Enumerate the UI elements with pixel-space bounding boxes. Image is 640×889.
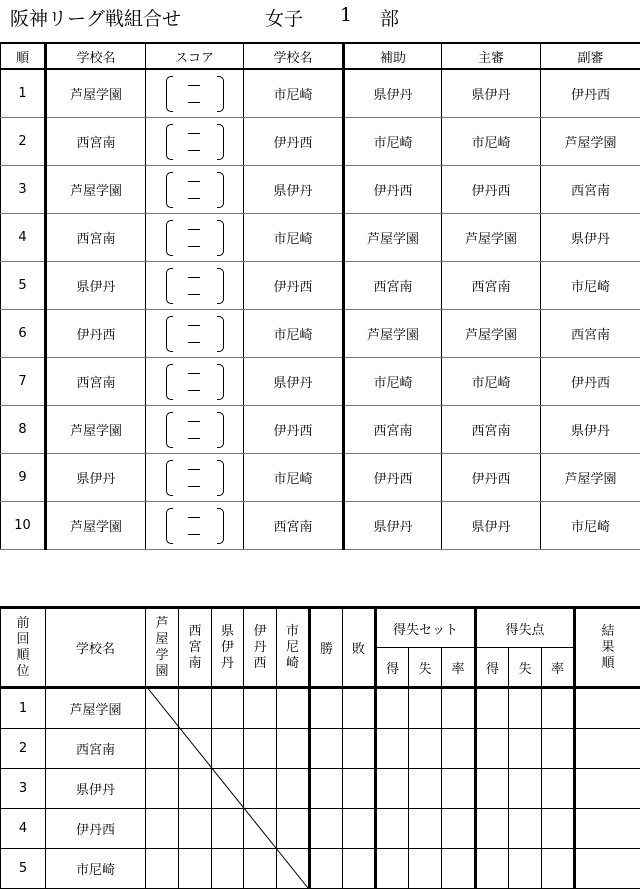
- match-result-cell[interactable]: [179, 729, 212, 769]
- right-bracket: [217, 172, 224, 208]
- assist-team: 市尼崎: [344, 118, 442, 166]
- score-dash-top: [188, 325, 200, 326]
- header-order: 順: [1, 43, 46, 69]
- school-name: 西宮南: [46, 729, 146, 769]
- sets-gain-cell[interactable]: [376, 769, 409, 809]
- score-dash-top: [188, 421, 200, 422]
- match-result-cell[interactable]: [277, 849, 310, 889]
- team-a: 西宮南: [46, 358, 146, 406]
- score-dash-bottom: [188, 294, 200, 295]
- score-box: [166, 458, 224, 498]
- header-set-diff: 得失セット: [376, 608, 476, 648]
- right-bracket: [217, 412, 224, 448]
- sub-umpire-team: 芦屋学園: [541, 118, 640, 166]
- score-box: [166, 506, 224, 546]
- score-dash-bottom: [188, 198, 200, 199]
- losses-cell[interactable]: [343, 688, 376, 729]
- left-bracket: [166, 76, 173, 112]
- sets-gain-cell[interactable]: [376, 809, 409, 849]
- points-lost-cell[interactable]: [509, 688, 542, 729]
- right-bracket: [217, 316, 224, 352]
- points-rate-cell[interactable]: [542, 769, 575, 809]
- losses-cell[interactable]: [343, 849, 376, 889]
- header-points-gain: 得: [476, 648, 509, 688]
- team-b: 伊丹西: [244, 118, 344, 166]
- match-order: 4: [1, 214, 46, 262]
- points-rate-cell[interactable]: [542, 849, 575, 889]
- team-b: 伊丹西: [244, 406, 344, 454]
- sets-lost-cell[interactable]: [409, 849, 442, 889]
- header-points-lost: 失: [509, 648, 542, 688]
- result-rank-cell[interactable]: [575, 769, 640, 809]
- left-bracket: [166, 172, 173, 208]
- score-dash-top: [188, 517, 200, 518]
- header-team-itaminishi-2: 丹: [244, 640, 276, 656]
- header-team-ashiya: [146, 608, 179, 688]
- prev-rank: 4: [1, 809, 46, 849]
- left-bracket: [166, 316, 173, 352]
- points-lost-cell[interactable]: [509, 729, 542, 769]
- score-box: [166, 218, 224, 258]
- title-division-suffix: 部: [380, 4, 399, 31]
- header-team-ichiamagasaki: [277, 608, 310, 688]
- match-result-cell[interactable]: [244, 729, 277, 769]
- header-team-itaminishi-3: 西: [244, 656, 276, 672]
- match-result-cell[interactable]: [146, 849, 179, 889]
- score-box: [166, 410, 224, 450]
- schedule-row: [1, 502, 640, 550]
- schedule-row: [1, 262, 640, 310]
- score-dash-bottom: [188, 246, 200, 247]
- match-order: 3: [1, 166, 46, 214]
- header-prev-rank-1: 前: [1, 616, 45, 632]
- header-result-rank-3: 順: [576, 656, 640, 672]
- prev-rank: 5: [1, 849, 46, 889]
- sets-lost-cell[interactable]: [409, 688, 442, 729]
- umpire-team: 伊丹西: [442, 166, 541, 214]
- sub-umpire-team: 伊丹西: [541, 69, 640, 118]
- umpire-team: 市尼崎: [442, 358, 541, 406]
- match-result-cell[interactable]: [212, 769, 244, 809]
- sub-umpire-team: 県伊丹: [541, 406, 640, 454]
- score-box: [166, 122, 224, 162]
- score-cell: [146, 310, 244, 358]
- match-order: 1: [1, 69, 46, 118]
- umpire-team: 芦屋学園: [442, 214, 541, 262]
- team-b: 市尼崎: [244, 454, 344, 502]
- score-cell: [146, 454, 244, 502]
- header-sub-umpire: 副審: [541, 43, 640, 69]
- team-a: 芦屋学園: [46, 502, 146, 550]
- left-bracket: [166, 268, 173, 304]
- header-team-ichiamagasaki-2: 尼: [277, 640, 308, 656]
- header-team-kenitami: [212, 608, 244, 688]
- assist-team: 市尼崎: [344, 358, 442, 406]
- points-gain-cell[interactable]: [476, 809, 509, 849]
- standings-table: [0, 606, 640, 889]
- standings-row: [1, 769, 640, 809]
- schedule-row: [1, 214, 640, 262]
- points-gain-cell[interactable]: [476, 688, 509, 729]
- school-name: 芦屋学園: [46, 688, 146, 729]
- losses-cell[interactable]: [343, 769, 376, 809]
- score-dash-bottom: [188, 534, 200, 535]
- match-result-cell[interactable]: [244, 809, 277, 849]
- assist-team: 西宮南: [344, 262, 442, 310]
- sub-umpire-team: 芦屋学園: [541, 454, 640, 502]
- score-dash-top: [188, 85, 200, 86]
- title-gender: 女子: [265, 4, 303, 31]
- team-b: 県伊丹: [244, 166, 344, 214]
- schedule-row: [1, 118, 640, 166]
- match-result-cell[interactable]: [212, 729, 244, 769]
- losses-cell[interactable]: [343, 809, 376, 849]
- header-team-nishinomiya-1: 西: [179, 624, 211, 640]
- score-dash-top: [188, 229, 200, 230]
- header-team-ichiamagasaki-3: 崎: [277, 656, 308, 672]
- points-rate-cell[interactable]: [542, 809, 575, 849]
- standings-row: [1, 729, 640, 769]
- score-dash-bottom: [188, 486, 200, 487]
- umpire-team: 西宮南: [442, 262, 541, 310]
- team-b: 市尼崎: [244, 310, 344, 358]
- header-prev-rank-4: 位: [1, 664, 45, 680]
- match-result-cell[interactable]: [277, 769, 310, 809]
- header-team-itaminishi-1: 伊: [244, 624, 276, 640]
- right-bracket: [217, 268, 224, 304]
- team-a: 県伊丹: [46, 454, 146, 502]
- header-result-rank-2: 果: [576, 640, 640, 656]
- score-box: [166, 266, 224, 306]
- right-bracket: [217, 124, 224, 160]
- match-result-cell[interactable]: [244, 769, 277, 809]
- match-result-cell[interactable]: [179, 688, 212, 729]
- left-bracket: [166, 124, 173, 160]
- points-gain-cell[interactable]: [476, 769, 509, 809]
- header-team-nishinomiya-2: 宮: [179, 640, 211, 656]
- result-rank-cell[interactable]: [575, 688, 640, 729]
- match-result-cell[interactable]: [146, 809, 179, 849]
- score-cell: [146, 502, 244, 550]
- umpire-team: 県伊丹: [442, 69, 541, 118]
- match-result-cell[interactable]: [244, 849, 277, 889]
- assist-team: 県伊丹: [344, 69, 442, 118]
- match-result-cell[interactable]: [212, 809, 244, 849]
- wins-cell[interactable]: [310, 849, 343, 889]
- points-lost-cell[interactable]: [509, 849, 542, 889]
- sub-umpire-team: 市尼崎: [541, 262, 640, 310]
- score-dash-top: [188, 277, 200, 278]
- score-cell: [146, 166, 244, 214]
- umpire-team: 市尼崎: [442, 118, 541, 166]
- header-team-kenitami-2: 伊: [212, 640, 243, 656]
- wins-cell[interactable]: [310, 688, 343, 729]
- result-rank-cell[interactable]: [575, 729, 640, 769]
- school-name: 市尼崎: [46, 849, 146, 889]
- header-school: 学校名: [46, 608, 146, 688]
- score-dash-top: [188, 469, 200, 470]
- points-gain-cell[interactable]: [476, 849, 509, 889]
- schedule-row: [1, 310, 640, 358]
- title-division-number: 1: [340, 4, 352, 26]
- score-dash-top: [188, 133, 200, 134]
- score-cell: [146, 358, 244, 406]
- match-result-cell[interactable]: [179, 849, 212, 889]
- sets-rate-cell[interactable]: [442, 729, 476, 769]
- umpire-team: 県伊丹: [442, 502, 541, 550]
- score-dash-top: [188, 181, 200, 182]
- assist-team: 伊丹西: [344, 454, 442, 502]
- header-point-diff: 得失点: [476, 608, 575, 648]
- score-dash-bottom: [188, 342, 200, 343]
- standings-row: [1, 688, 640, 729]
- header-team-kenitami-3: 丹: [212, 656, 243, 672]
- header-result-rank: [575, 608, 640, 688]
- wins-cell[interactable]: [310, 769, 343, 809]
- sub-umpire-team: 市尼崎: [541, 502, 640, 550]
- team-a: 芦屋学園: [46, 406, 146, 454]
- header-prev-rank: [1, 608, 46, 688]
- header-prev-rank-2: 回: [1, 632, 45, 648]
- points-rate-cell[interactable]: [542, 729, 575, 769]
- sets-gain-cell[interactable]: [376, 849, 409, 889]
- match-result-cell[interactable]: [179, 809, 212, 849]
- match-order: 2: [1, 118, 46, 166]
- school-name: 県伊丹: [46, 769, 146, 809]
- header-team-itaminishi: [244, 608, 277, 688]
- header-team-nishinomiya-3: 南: [179, 656, 211, 672]
- prev-rank: 2: [1, 729, 46, 769]
- header-score: スコア: [146, 43, 244, 69]
- result-rank-cell[interactable]: [575, 809, 640, 849]
- score-dash-bottom: [188, 150, 200, 151]
- team-a: 伊丹西: [46, 310, 146, 358]
- match-order: 9: [1, 454, 46, 502]
- match-order: 5: [1, 262, 46, 310]
- title-league: 阪神リーグ戦組合せ: [10, 4, 181, 31]
- left-bracket: [166, 460, 173, 496]
- header-prev-rank-3: 順: [1, 648, 45, 664]
- left-bracket: [166, 364, 173, 400]
- header-team-ashiya-3: 学: [146, 648, 178, 664]
- losses-cell[interactable]: [343, 729, 376, 769]
- score-cell: [146, 214, 244, 262]
- result-rank-cell[interactable]: [575, 849, 640, 889]
- header-team-nishinomiya: [179, 608, 212, 688]
- umpire-team: 芦屋学園: [442, 310, 541, 358]
- score-cell: [146, 118, 244, 166]
- match-result-cell[interactable]: [277, 729, 310, 769]
- score-dash-bottom: [188, 438, 200, 439]
- header-points-rate: 率: [542, 648, 575, 688]
- score-dash-bottom: [188, 390, 200, 391]
- sets-rate-cell[interactable]: [442, 769, 476, 809]
- match-result-cell[interactable]: [146, 729, 179, 769]
- schedule-row: [1, 358, 640, 406]
- left-bracket: [166, 508, 173, 544]
- header-school-a: 学校名: [46, 43, 146, 69]
- match-result-cell[interactable]: [146, 769, 179, 809]
- team-b: 市尼崎: [244, 69, 344, 118]
- schedule-row: [1, 406, 640, 454]
- sets-gain-cell[interactable]: [376, 688, 409, 729]
- right-bracket: [217, 508, 224, 544]
- header-team-ashiya-2: 屋: [146, 632, 178, 648]
- header-school-b: 学校名: [244, 43, 344, 69]
- umpire-team: 伊丹西: [442, 454, 541, 502]
- left-bracket: [166, 220, 173, 256]
- sub-umpire-team: 西宮南: [541, 310, 640, 358]
- standings-row: [1, 809, 640, 849]
- score-box: [166, 170, 224, 210]
- wins-cell[interactable]: [310, 729, 343, 769]
- left-bracket: [166, 412, 173, 448]
- school-name: 伊丹西: [46, 809, 146, 849]
- header-result-rank-1: 結: [576, 624, 640, 640]
- schedule-row: [1, 454, 640, 502]
- schedule-row: [1, 166, 640, 214]
- sets-rate-cell[interactable]: [442, 809, 476, 849]
- assist-team: 西宮南: [344, 406, 442, 454]
- match-result-cell[interactable]: [277, 688, 310, 729]
- assist-team: 芦屋学園: [344, 310, 442, 358]
- score-cell: [146, 262, 244, 310]
- sub-umpire-team: 西宮南: [541, 166, 640, 214]
- prev-rank: 3: [1, 769, 46, 809]
- header-sets-lost: 失: [409, 648, 442, 688]
- schedule-header-row: [1, 43, 640, 69]
- points-lost-cell[interactable]: [509, 769, 542, 809]
- header-sets-gain: 得: [376, 648, 409, 688]
- sub-umpire-team: 伊丹西: [541, 358, 640, 406]
- score-box: [166, 314, 224, 354]
- header-team-kenitami-1: 県: [212, 624, 243, 640]
- score-dash-top: [188, 373, 200, 374]
- score-cell: [146, 406, 244, 454]
- sets-rate-cell[interactable]: [442, 688, 476, 729]
- team-a: 芦屋学園: [46, 166, 146, 214]
- header-team-ashiya-4: 園: [146, 664, 178, 680]
- sets-lost-cell[interactable]: [409, 809, 442, 849]
- team-a: 芦屋学園: [46, 69, 146, 118]
- team-b: 伊丹西: [244, 262, 344, 310]
- points-lost-cell[interactable]: [509, 809, 542, 849]
- header-assist: 補助: [344, 43, 442, 69]
- wins-cell[interactable]: [310, 809, 343, 849]
- match-order: 10: [1, 502, 46, 550]
- match-result-cell[interactable]: [277, 809, 310, 849]
- assist-team: 県伊丹: [344, 502, 442, 550]
- score-dash-bottom: [188, 102, 200, 103]
- header-sets-rate: 率: [442, 648, 476, 688]
- header-team-ashiya-1: 芦: [146, 616, 178, 632]
- umpire-team: 西宮南: [442, 406, 541, 454]
- score-box: [166, 74, 224, 114]
- team-b: 西宮南: [244, 502, 344, 550]
- right-bracket: [217, 460, 224, 496]
- right-bracket: [217, 220, 224, 256]
- match-result-cell[interactable]: [212, 688, 244, 729]
- prev-rank: 1: [1, 688, 46, 729]
- sets-rate-cell[interactable]: [442, 849, 476, 889]
- assist-team: 芦屋学園: [344, 214, 442, 262]
- sets-gain-cell[interactable]: [376, 729, 409, 769]
- team-a: 西宮南: [46, 118, 146, 166]
- sub-umpire-team: 県伊丹: [541, 214, 640, 262]
- team-b: 県伊丹: [244, 358, 344, 406]
- score-cell: [146, 69, 244, 118]
- sets-lost-cell[interactable]: [409, 729, 442, 769]
- match-result-cell[interactable]: [146, 688, 179, 729]
- standings-row: [1, 849, 640, 889]
- match-order: 7: [1, 358, 46, 406]
- right-bracket: [217, 76, 224, 112]
- match-schedule-table: [0, 42, 640, 550]
- points-gain-cell[interactable]: [476, 729, 509, 769]
- header-wins: 勝: [310, 608, 343, 688]
- score-box: [166, 362, 224, 402]
- match-result-cell[interactable]: [212, 849, 244, 889]
- team-a: 県伊丹: [46, 262, 146, 310]
- match-order: 8: [1, 406, 46, 454]
- header-losses: 敗: [343, 608, 376, 688]
- header-team-ichiamagasaki-1: 市: [277, 624, 308, 640]
- schedule-row: [1, 69, 640, 118]
- right-bracket: [217, 364, 224, 400]
- team-b: 市尼崎: [244, 214, 344, 262]
- points-rate-cell[interactable]: [542, 688, 575, 729]
- match-result-cell[interactable]: [179, 769, 212, 809]
- header-umpire: 主審: [442, 43, 541, 69]
- assist-team: 伊丹西: [344, 166, 442, 214]
- match-result-cell[interactable]: [244, 688, 277, 729]
- sets-lost-cell[interactable]: [409, 769, 442, 809]
- match-order: 6: [1, 310, 46, 358]
- team-a: 西宮南: [46, 214, 146, 262]
